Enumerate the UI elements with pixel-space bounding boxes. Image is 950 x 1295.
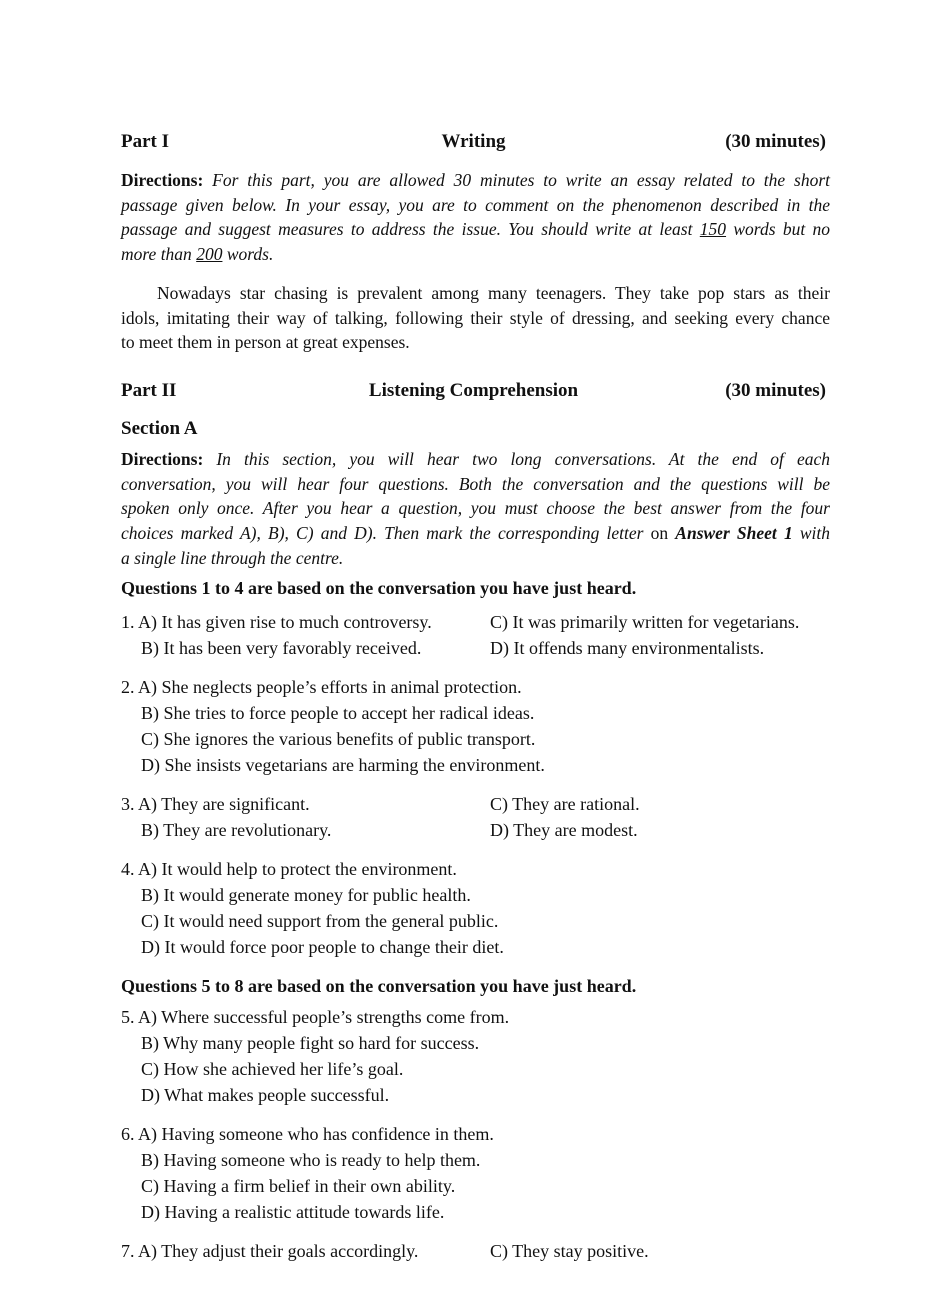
max-words: 200 [196, 244, 223, 265]
questions-1-4-heading: Questions 1 to 4 are based on the conversation you have just heard. [121, 578, 637, 598]
answer-sheet-ref: Answer Sheet 1 [675, 523, 793, 544]
part1-directions-line-4: more than 200 words. [121, 244, 274, 265]
q7-option-c: C) They stay positive. [490, 1241, 649, 1261]
part2-directions-label: Directions: [121, 449, 204, 469]
part1-time: (30 minutes) [725, 131, 826, 152]
section-a-heading: Section A [121, 418, 198, 439]
part2-directions-line-5: a single line through the centre. [121, 547, 344, 568]
part2-time: (30 minutes) [725, 380, 826, 401]
part2-directions-line-1: Directions: In this section, you will hear two long conversations. At the end of each [121, 449, 831, 469]
part2-directions [121, 447, 830, 570]
part2-label: Part II [121, 380, 177, 401]
q5-option-d: D) What makes people successful. [141, 1085, 390, 1105]
part2-directions-line-2: conversation, you will hear four questions. Both the conversation and the questions will be [121, 473, 830, 494]
q5-option-c: C) How she achieved her life’s goal. [141, 1059, 404, 1079]
q7-option-a: 7. A) They adjust their goals accordingly. [121, 1241, 419, 1261]
min-words: 150 [699, 219, 727, 240]
q4-option-b: B) It would generate money for public health. [141, 885, 471, 905]
part1-directions-line-1: Directions: For this part, you are allowed 30 minutes to write an essay related to the short [121, 170, 830, 190]
q6-option-a: 6. A) Having someone who has confidence in them. [121, 1124, 494, 1144]
q1-option-d: D) It offends many environmentalists. [490, 638, 765, 658]
questions-5-8-heading: Questions 5 to 8 are based on the conversation you have just heard. [121, 976, 637, 996]
part1-directions-line-3: passage and suggest measures to address the issue. You should write at least 150 words but no [121, 219, 830, 240]
q2-option-d: D) She insists vegetarians are harming the environment. [141, 755, 545, 775]
q3-option-c: C) They are rational. [490, 794, 640, 814]
q2-option-a: 2. A) She neglects people’s efforts in animal protection. [121, 677, 522, 697]
q3-option-a: 3. A) They are significant. [121, 794, 310, 814]
passage-line-1: Nowadays star chasing is prevalent among many teenagers. They take pop stars as their [157, 283, 830, 303]
q1-option-a: 1. A) It has given rise to much controversy. [121, 612, 432, 632]
part2-directions-line-3: spoken only once. After you hear a question, you must choose the best answer from the four [121, 498, 830, 519]
part1-header [121, 131, 826, 155]
passage-line-3: to meet them in person at great expenses. [121, 332, 410, 353]
part1-title: Writing [441, 131, 506, 152]
q3-option-d: D) They are modest. [490, 820, 638, 840]
q3-option-b: B) They are revolutionary. [141, 820, 332, 840]
part1-directions [121, 168, 830, 267]
q1-option-c: C) It was primarily written for vegetarians. [490, 612, 800, 632]
passage-line-2: idols, imitating their way of talking, following their style of dressing, and seeking every chance [121, 307, 830, 328]
part1-label: Part I [121, 131, 170, 152]
part2-title: Listening Comprehension [368, 380, 579, 401]
q4-option-d: D) It would force poor people to change their diet. [141, 937, 504, 957]
q6-option-c: C) Having a firm belief in their own ability. [141, 1176, 456, 1196]
q6-option-b: B) Having someone who is ready to help them. [141, 1150, 481, 1170]
part1-directions-label: Directions: [121, 170, 204, 190]
q5-option-b: B) Why many people fight so hard for success. [141, 1033, 480, 1053]
q5-option-a: 5. A) Where successful people’s strengths come from. [121, 1007, 510, 1027]
q6-option-d: D) Having a realistic attitude towards life. [141, 1202, 445, 1222]
q4-option-a: 4. A) It would help to protect the environment. [121, 859, 457, 879]
part2-header [121, 380, 826, 404]
q2-option-b: B) She tries to force people to accept her radical ideas. [141, 703, 535, 723]
part2-directions-line-4: choices marked A), B), C) and D). Then mark the corresponding letter on Answer Sheet 1 with [121, 523, 831, 544]
q1-option-b: B) It has been very favorably received. [141, 638, 422, 658]
q2-option-c: C) She ignores the various benefits of public transport. [141, 729, 536, 749]
part1-passage [121, 281, 830, 355]
q4-option-c: C) It would need support from the general public. [141, 911, 499, 931]
part1-directions-line-2: passage given below. In your essay, you are to comment on the phenomenon described in the [121, 194, 830, 215]
